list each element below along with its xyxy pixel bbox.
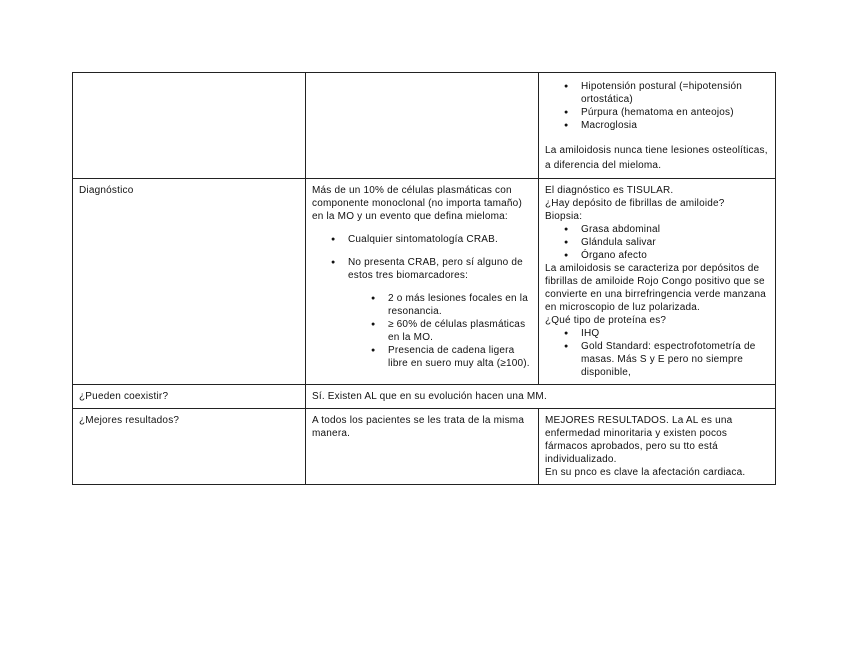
- results-paragraph: MEJORES RESULTADOS. La AL es una enfermedad minoritaria y existen pocos fármacos aprobados, pero su tto está individualizado.: [545, 415, 733, 465]
- list-item: ● Cualquier sintomatología CRAB.: [348, 233, 532, 246]
- row-label-cell: ¿Mejores resultados?: [73, 409, 306, 485]
- row-label-cell: [73, 73, 306, 179]
- diagnosis-line: ¿Hay depósito de fibrillas de amiloide?: [545, 198, 725, 209]
- biomarker-list: [312, 292, 532, 370]
- list-item: ● Púrpura (hematoma en anteojos): [581, 106, 769, 119]
- amiloidosis-cell: [539, 409, 776, 485]
- protein-question: ¿Qué tipo de proteína es?: [545, 315, 667, 326]
- congo-red-paragraph: La amiloidosis se caracteriza por depósitos de fibrillas de amiloide Rojo Congo positivo que se convierte en una birrefringencia verde manzana en microscopio de luz polarizada.: [545, 263, 766, 313]
- list-item: ● Hipotensión postural (=hipotensión ortostática): [581, 80, 769, 106]
- list-item: ● 2 o más lesiones focales en la resonancia.: [388, 292, 532, 318]
- list-item: ● Glándula salivar: [581, 236, 769, 249]
- amiloidosis-cell: [539, 179, 776, 385]
- mieloma-cell: [306, 179, 539, 385]
- diagnosis-line: El diagnóstico es TISULAR.: [545, 185, 674, 196]
- diagnosis-line: Biopsia:: [545, 211, 583, 222]
- list-item: ● IHQ: [581, 327, 769, 340]
- table-row: [73, 385, 776, 409]
- protein-list: [545, 327, 769, 379]
- row-label-cell: ¿Pueden coexistir?: [73, 385, 306, 409]
- list-item: ● Macroglosia: [581, 119, 769, 132]
- list-item: ● Grasa abdominal: [581, 223, 769, 236]
- list-item: ● Gold Standard: espectrofotometría de masas. Más S y E pero no siempre disponible,: [581, 340, 769, 379]
- mieloma-cell: A todos los pacientes se les trata de la misma manera.: [306, 409, 539, 485]
- table-row: [73, 179, 776, 385]
- table-row: [73, 409, 776, 485]
- list-item: ● Órgano afecto: [581, 249, 769, 262]
- list-item: ● Presencia de cadena ligera libre en suero muy alta (≥100).: [388, 344, 532, 370]
- diagnosis-intro: Más de un 10% de células plasmáticas con componente monoclonal (no importa tamaño) en la MO y un evento que defina mieloma:: [312, 185, 522, 222]
- clinical-signs-list: [545, 80, 769, 132]
- row-label-cell: Diagnóstico: [73, 179, 306, 385]
- comparison-table: [72, 72, 776, 485]
- criteria-list: [312, 233, 532, 246]
- merged-answer-cell: Sí. Existen AL que en su evolución hacen una MM.: [306, 385, 776, 409]
- results-last-line: En su pnco es clave la afectación cardiaca.: [545, 467, 746, 478]
- mieloma-cell: [306, 73, 539, 179]
- list-item: ● No presenta CRAB, pero sí alguno de estos tres biomarcadores:: [348, 256, 532, 282]
- biopsy-list: [545, 223, 769, 262]
- amiloidosis-cell: [539, 73, 776, 179]
- table-row: [73, 73, 776, 179]
- osteolytic-note: La amiloidosis nunca tiene lesiones osteolíticas, a diferencia del mieloma.: [545, 145, 768, 171]
- list-item: ● ≥ 60% de células plasmáticas en la MO.: [388, 318, 532, 344]
- criteria-list: [312, 256, 532, 282]
